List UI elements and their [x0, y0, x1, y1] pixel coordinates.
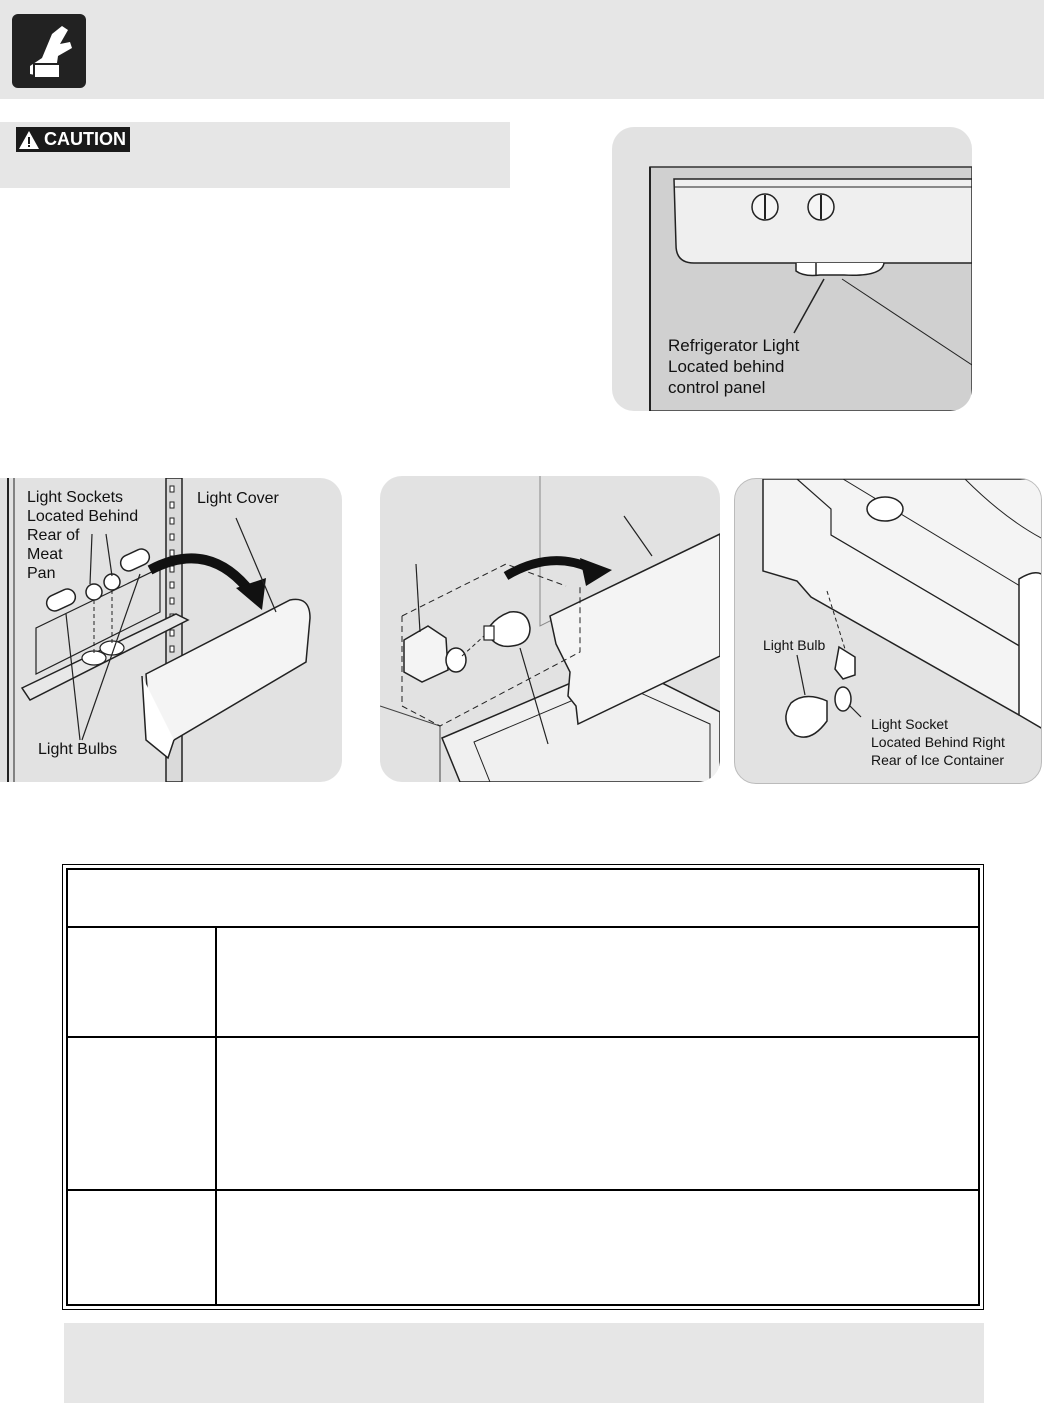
light-sockets-label: Light Sockets Located Behind Rear of Meat Pan	[27, 489, 139, 582]
table-row-divider	[66, 1189, 980, 1191]
refrigerator-light-label: Refrigerator Light Located behind control panel	[668, 336, 800, 397]
meat-pan-figure	[0, 478, 342, 782]
ice-container-figure	[734, 478, 1042, 784]
table-column-divider	[215, 926, 217, 1306]
table-frame	[66, 868, 980, 1306]
ice-light-socket-label: Light Socket Located Behind Right Rear of Ice Container	[871, 716, 1005, 768]
light-cover-label: Light Cover	[197, 490, 279, 507]
table-row-divider	[66, 1036, 980, 1038]
header-bar	[0, 0, 1044, 99]
table-row-divider	[66, 926, 980, 928]
bulb-replacement-figure	[380, 476, 720, 782]
light-bulbs-label: Light Bulbs	[38, 741, 118, 758]
hand-icon	[12, 14, 86, 88]
ice-light-bulb-label: Light Bulb	[763, 637, 826, 653]
caution-label: CAUTION	[44, 129, 126, 149]
warning-icon	[18, 130, 40, 150]
caution-badge	[16, 127, 130, 152]
footer-note-bar	[64, 1323, 984, 1403]
control-panel-figure	[612, 127, 972, 411]
